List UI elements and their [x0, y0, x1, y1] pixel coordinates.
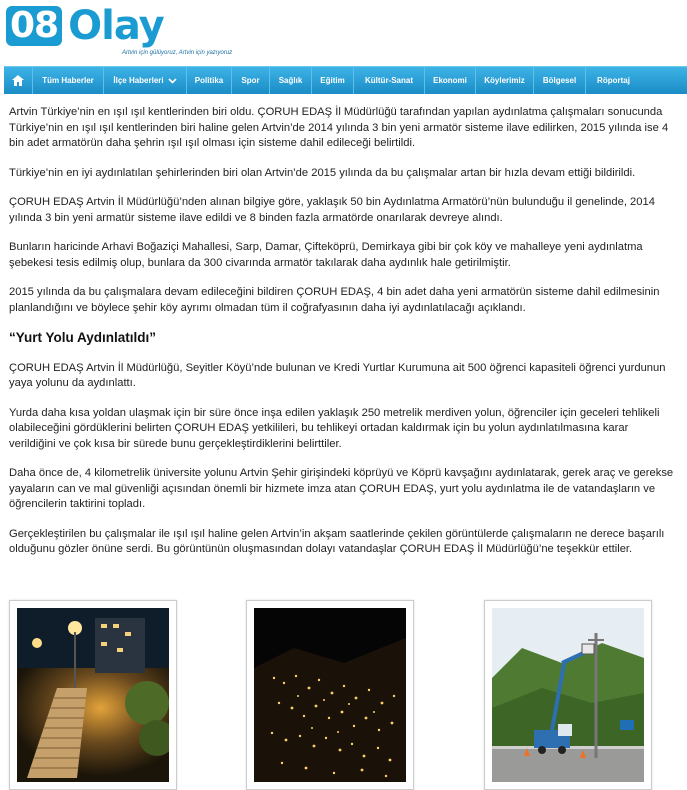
article-paragraph: Bunların haricinde Arhavi Boğaziçi Mahallesi, Sarp, Damar, Çifteköprü, Demirkaya gibi bir çok köy ve mahalleye yeni aydınlatma şebekesi tesis edilmiş olup, bunlara da 300 civarında armatör takılarak daha aydınlık hale getirilmiştir.: [9, 241, 643, 269]
article-paragraph: 2015 yılında da bu çalışmalara devam edileceğini bildiren ÇORUH EDAŞ, 4 bin adet daha yeni armatörün sisteme dahil edilmesinin planlandığını ve böylece şehir köy ayrımı olmadan tüm il coğrafyasının daha iyi aydınlatılacağı açıklandı.: [9, 286, 660, 314]
article-subheading: “Yurt Yolu Aydınlatıldı”: [9, 330, 157, 345]
main-nav: [4, 66, 687, 94]
nav-item-ilce-haberleri[interactable]: [104, 67, 187, 94]
nav-item-bolgesel[interactable]: Bölgesel: [534, 67, 586, 94]
gallery-photo-stairs[interactable]: [9, 600, 177, 790]
article-paragraph: ÇORUH EDAŞ Artvin İl Müdürlüğü’nden alınan bilgiye göre, yaklaşık 50 bin Aydınlatma Armatörü’nün bulunduğu il genelinde, 2014 yılında 3 bin yeni armatür sisteme ilave edildi ve 8 binden fazla armatörde onarılarak devreye alındı.: [9, 196, 655, 224]
home-icon[interactable]: [4, 67, 33, 94]
gallery-photo-city-night[interactable]: [246, 600, 414, 790]
nav-item-spor[interactable]: Spor: [232, 67, 270, 94]
nav-item-saglik[interactable]: Sağlık: [270, 67, 312, 94]
nav-item-kultur-sanat[interactable]: Kültür-Sanat: [354, 67, 425, 94]
logo-word: Olay: [68, 3, 164, 49]
article-paragraph: Daha önce de, 4 kilometrelik üniversite yolunu Artvin Şehir girişindeki köprüyü ve Köprü kavşağını aydınlatarak, gerek araç ve gerekse yayaların can ve mal güvenliği açısından önemli bir hizmete imza atan ÇORUH EDAŞ, yurt yolu aydınlatma ile de vatandaşların ve öğrencilerin taktirini topladı.: [9, 467, 674, 510]
nav-item-egitim[interactable]: Eğitim: [312, 67, 354, 94]
article-paragraph: Türkiye’nin en iyi aydınlatılan şehirlerinden biri olan Artvin’de 2015 yılında da bu çalışmalar artan bir hızla devam ettiği bildirildi.: [9, 166, 636, 179]
site-logo[interactable]: [6, 3, 164, 49]
nav-item-ekonomi[interactable]: Ekonomi: [425, 67, 476, 94]
nav-item-label: İlçe Haberleri: [113, 76, 164, 85]
nav-item-roportaj[interactable]: Röportaj: [597, 76, 630, 85]
logo-tagline: Artvin için gülüyoruz, Artvin için yazıyoruz: [122, 50, 233, 56]
chevron-down-icon: [168, 78, 177, 84]
article-body: [9, 105, 677, 572]
gallery-photo-crane-pole[interactable]: [484, 600, 652, 790]
nav-item-politika[interactable]: Politika: [187, 67, 232, 94]
article-paragraph: Gerçekleştirilen bu çalışmalar ile ışıl ışıl haline gelen Artvin’in akşam saatlerinde çekilen görüntülerde çalışmaların ne derece başarılı olduğunu gözler önüne serdi. Bu görüntünün oluşmasından dolayı vatandaşlar ÇORUH EDAŞ İl Müdürlüğü’ne teşekkür ettiler.: [9, 527, 665, 555]
nav-item-koylerimiz[interactable]: Köylerimiz: [476, 67, 534, 94]
nav-item-tum-haberler[interactable]: Tüm Haberler: [33, 67, 104, 94]
article-paragraph: Yurda daha kısa yoldan ulaşmak için bir süre önce inşa edilen yaklaşık 250 metrelik merdiven yolun, öğrenciler için geceleri tehlikeli olabileceğini gördüklerini belirten ÇORUH EDAŞ yetkilileri, bu tehlikeyi ortadan kaldırmak için bu yolun aydınlatılmasına karar verildiğini ve çok kısa bir sürede bunu gerçekleştirdiklerini belirttiler.: [9, 406, 660, 450]
site-header: [0, 0, 687, 66]
article-paragraph: Artvin Türkiye’nin en ışıl ışıl kentlerinden biri oldu. ÇORUH EDAŞ İl Müdürlüğü tarafından yapılan aydınlatma çalışmaları sonucunda Türkiye’nin en ışıl ışıl kentlerinden biri haline gelen Artvin’de 2014 yılında 3 bin yeni armatör sisteme ilave edilirken, 2015 yılında ise 4 bin adet armatörün daha şehrin ışıl ışıl olması için sisteme dahil edileceği belirtildi.: [9, 106, 669, 149]
photo-gallery: [9, 600, 677, 780]
logo-number: 08: [6, 6, 62, 46]
article-paragraph: ÇORUH EDAŞ Artvin İl Müdürlüğü, Seyitler Köyü’nde bulunan ve Kredi Yurtlar Kurumuna ait 500 öğrenci kapasiteli öğrenci yurdunun yaya yolunu da aydınlattı.: [9, 361, 666, 389]
